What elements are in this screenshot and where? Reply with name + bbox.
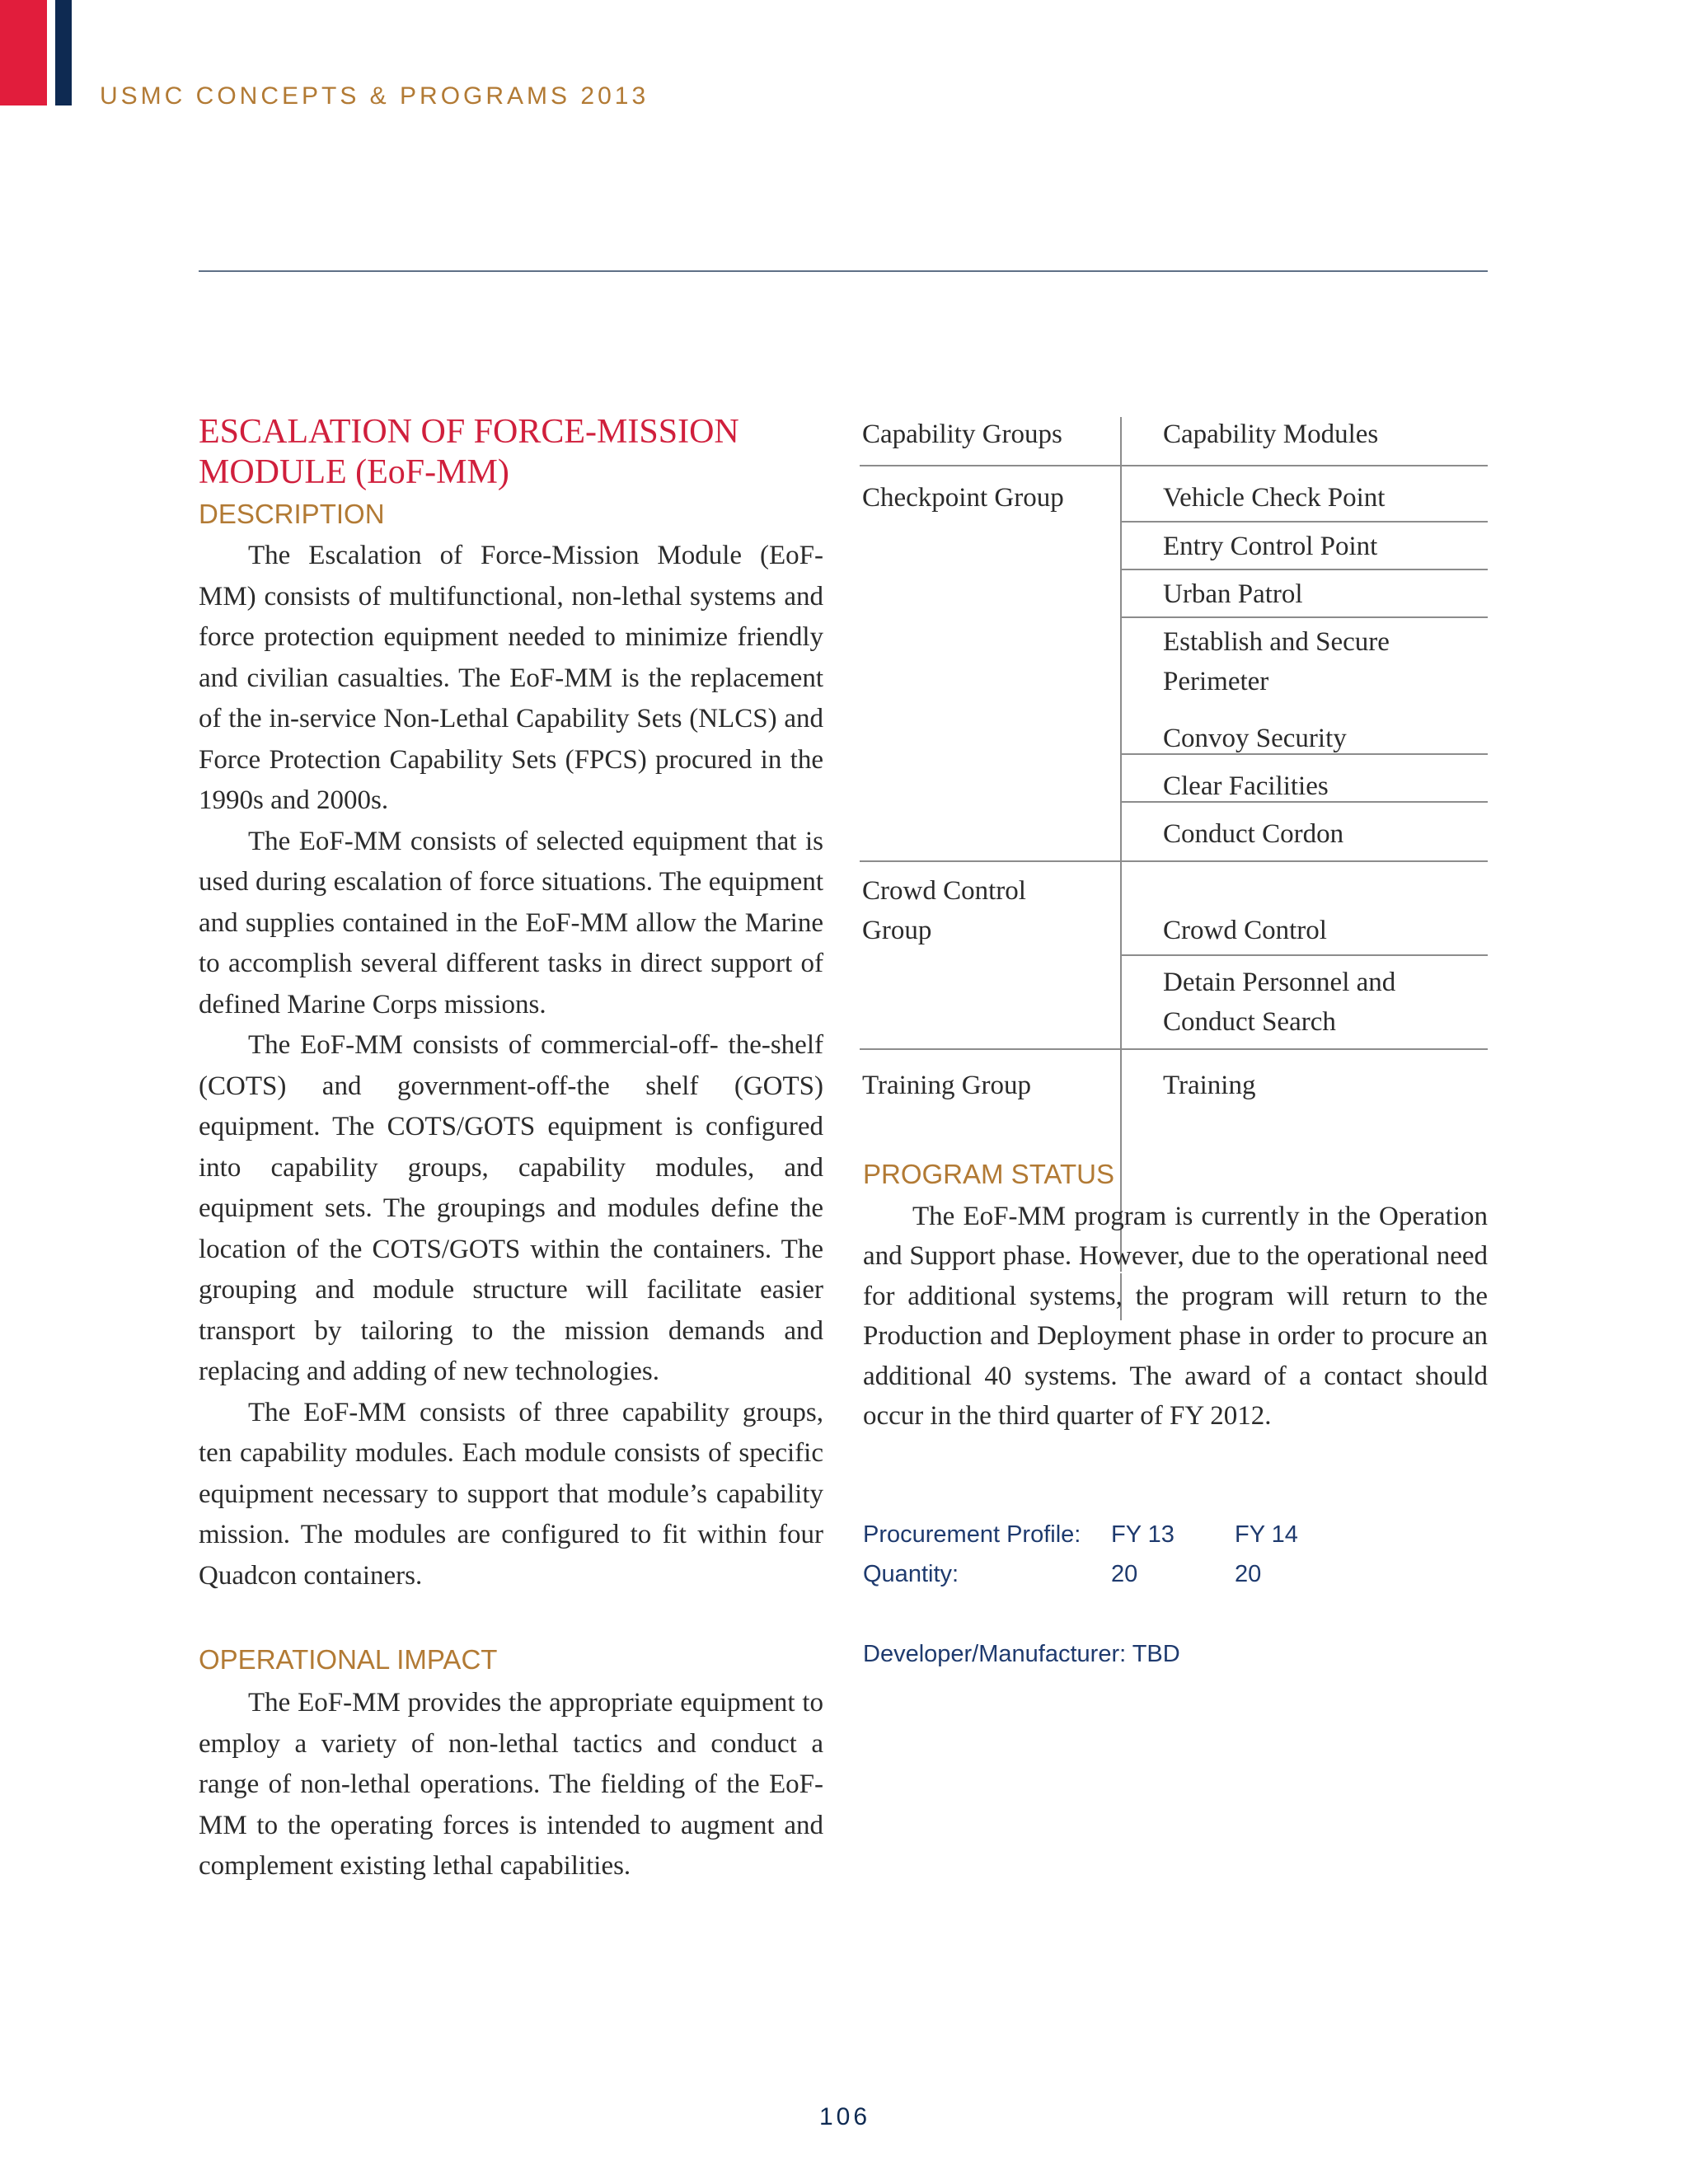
table-header-groups: Capability Groups [862,419,1062,449]
group-training: Training Group [862,1071,1032,1100]
group-crowd-control: Crowd Control Group [862,876,1026,945]
table-row-divider [1120,954,1488,956]
table-header-modules: Capability Modules [1163,419,1379,449]
module-convoy-security: Convoy Security [1163,724,1347,753]
table-column-divider [1120,417,1122,465]
description-heading: DESCRIPTION [199,499,385,529]
table-row-divider [1120,521,1488,523]
header-rule [199,270,1488,272]
table-row-divider [860,1048,1488,1050]
article-title-line-2: MODULE (EoF-MM) [199,453,509,491]
description-paragraph-3: The EoF-MM consists of commercial-off- the-shelf (COTS) and government-off-the shelf (GOTS) equipment. The COTS/GOTS equipment is configured into capability groups, capability modules, and equipment sets. The groupings and modules define the location of the COTS/GOTS within the containers. The grouping and module structure will facilitate easier transport by tailoring to the mission demands and replacing and adding of new technologies. [199,1030,823,1386]
operational-impact-paragraph: The EoF-MM provides the appropriate equipment to employ a variety of non-lethal tactics and conduct a range of non-lethal operations. The fielding of the EoF-MM to the operating forces is intended to augment and complement existing lethal capabilities. [199,1688,823,1881]
header-navy-bar [55,0,72,105]
header-red-bar [0,0,47,105]
procurement-year-fy14: FY 14 [1235,1521,1298,1548]
module-detain-personnel-and-conduct-search: Detain Personnel and Conduct Search [1163,968,1396,1037]
procurement-year-fy13: FY 13 [1111,1521,1175,1548]
table-row-divider [860,860,1488,862]
table-row-divider [1120,753,1488,755]
article-title-line-1: ESCALATION OF FORCE-MISSION [199,413,739,451]
running-header: USMC CONCEPTS & PROGRAMS 2013 [100,82,649,110]
developer-manufacturer: Developer/Manufacturer: TBD [863,1641,1180,1667]
module-urban-patrol: Urban Patrol [1163,579,1303,609]
table-row-divider [1120,569,1488,570]
procurement-quantity-label: Quantity: [863,1561,959,1587]
description-paragraph-1: The Escalation of Force-Mission Module (EoF-MM) consists of multifunctional, non-lethal systems and force protection equipment needed to minimize friendly and civilian casualties. The EoF-MM is the replacement of the in-service Non-Lethal Capability Sets (NLCS) and Force Protection Capability Sets (FPCS) procured in the 1990s and 2000s. [199,541,823,815]
program-status-paragraph: The EoF-MM program is currently in the Operation and Support phase. However, due to the operational need for additional systems, the program will return to the Production and Deployment phase in order to procure an additional 40 systems. The award of a contact should occur in the third quarter of FY 2012. [863,1202,1488,1432]
operational-impact-heading: OPERATIONAL IMPACT [199,1644,498,1675]
procurement-profile-label: Procurement Profile: [863,1521,1081,1548]
table-row-divider [860,465,1488,466]
description-paragraph-2: The EoF-MM consists of selected equipment that is used during escalation of force situations. The equipment and supplies contained in the EoF-MM allow the Marine to accomplish several different tasks in direct support of defined Marine Corps missions. [199,826,823,1019]
table-column-divider [1120,466,1122,1272]
article-title [199,412,823,493]
table-row-divider [1120,616,1488,618]
program-status-heading: PROGRAM STATUS [863,1159,1114,1189]
table-row-divider [1120,801,1488,803]
article-column [199,412,823,1887]
page-number: 106 [819,2103,871,2130]
module-establish-and-secure-perimeter: Establish and Secure Perimeter [1163,627,1390,696]
module-clear-facilities: Clear Facilities [1163,771,1329,801]
group-checkpoint: Checkpoint Group [862,483,1064,513]
description-paragraph-4: The EoF-MM consists of three capability groups, ten capability modules. Each module consists of specific equipment necessary to support that module’s capability mission. The modules are configured to fit within four Quadcon containers. [199,1397,823,1591]
procurement-quantity-fy14: 20 [1235,1561,1262,1587]
module-entry-control-point: Entry Control Point [1163,532,1378,561]
module-crowd-control: Crowd Control [1163,916,1327,945]
module-conduct-cordon: Conduct Cordon [1163,819,1344,849]
module-vehicle-check-point: Vehicle Check Point [1163,483,1386,513]
procurement-quantity-fy13: 20 [1111,1561,1138,1587]
module-training: Training [1163,1071,1256,1100]
